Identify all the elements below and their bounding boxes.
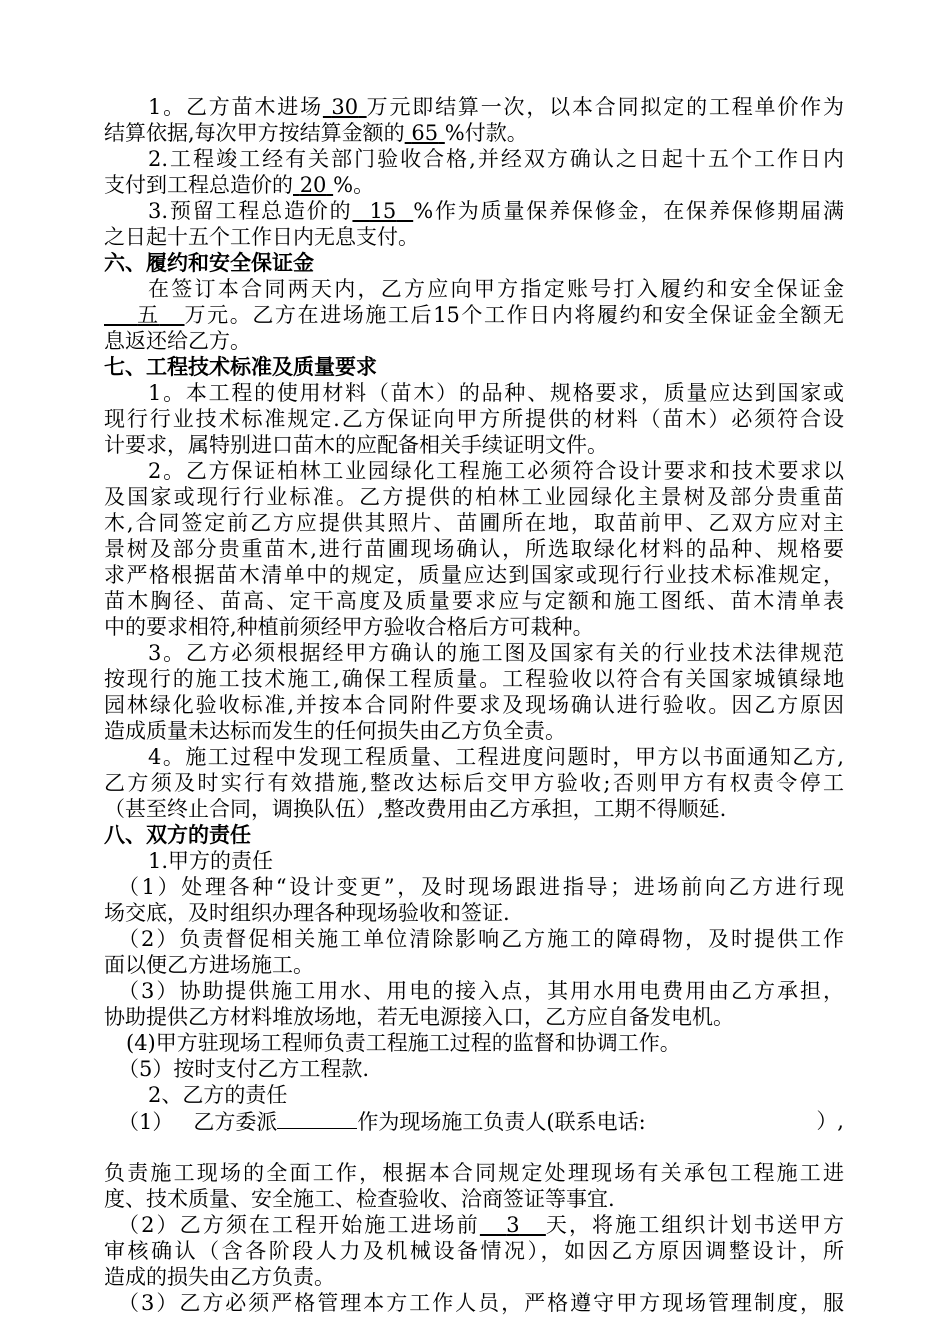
paragraph-line: 负责施工现场的全面工作，根据本合同规定处理现场有关承包工程施工进 [104, 1161, 844, 1185]
paragraph-line: 息返还给乙方。 [104, 329, 251, 353]
paragraph-line: 1。乙方苗木进场 30 万元即结算一次，以本合同拟定的工程单价作为 [148, 95, 844, 119]
paragraph-line: 之日起十五个工作日内无息支付。 [104, 225, 419, 249]
paragraph-line: 2、乙方的责任 [148, 1083, 288, 1107]
paragraph-line: （2）负责督促相关施工单位清除影响乙方施工的障碍物，及时提供工作 [118, 927, 844, 951]
paragraph-line: 造成质量未达标而发生的任何损失由乙方负全责。 [104, 719, 566, 743]
completion-percent: 20 [299, 173, 327, 197]
paragraph-line: 1.甲方的责任 [148, 849, 274, 873]
manager-name-blank [277, 1108, 357, 1129]
settlement-amount: 30 [331, 95, 359, 119]
paragraph-line: （甚至终止合同，调换队伍）,整改费用由乙方承担，工期不得顺延. [104, 797, 727, 821]
section-heading: 八、双方的责任 [104, 823, 251, 847]
paragraph-line: 3。乙方必须根据经甲方确认的施工图及国家有关的行业技术法律规范 [148, 641, 844, 665]
paragraph-line: 审核确认（含各阶段人力及机械设备情况），如因乙方原因调整设计，所 [104, 1239, 844, 1263]
paragraph-line: （1）处理各种“设计变更”，及时现场跟进指导；进场前向乙方进行现 [118, 875, 844, 899]
paragraph-line: 中的要求相符,种植前须经甲方验收合格后方可栽种。 [104, 615, 594, 639]
paragraph-line: 五 万元。乙方在进场施工后15个工作日内将履约和安全保证金全额无 [104, 302, 844, 328]
paragraph-line: （2）乙方须在工程开始施工进场前 3 天，将施工组织计划书送甲方 [118, 1213, 844, 1237]
paragraph-line: 按现行的施工技术施工,确保工程质量。工程验收以符合有关国家城镇绿地 [104, 667, 844, 691]
paragraph-line: 造成的损失由乙方负责。 [104, 1265, 335, 1289]
paragraph-line: 及国家或现行行业标准。乙方提供的柏林工业园绿化主景树及部分贵重苗 [104, 485, 844, 509]
paragraph-line: 度、技术质量、安全施工、检查验收、洽商签证等事宜. [104, 1187, 615, 1211]
paragraph-line: 在签订本合同两天内，乙方应向甲方指定账号打入履约和安全保证金 [148, 277, 844, 301]
paragraph-line: (4)甲方驻现场工程师负责工程施工过程的监督和协调工作。 [126, 1031, 681, 1055]
deposit-amount: 五 [137, 303, 160, 327]
paragraph-line: 3.预留工程总造价的 15 %作为质量保养保修金，在保养保修期届满 [148, 199, 844, 223]
paragraph-line: 场交底，及时组织办理各种现场验收和签证. [104, 901, 510, 925]
paragraph-line: 1。本工程的使用材料（苗木）的品种、规格要求，质量应达到国家或 [148, 381, 844, 405]
paragraph-line: 园林绿化验收标准,并按本合同附件要求及现场确认进行验收。因乙方原因 [104, 693, 844, 717]
paragraph-line: 面以便乙方进场施工。 [104, 953, 314, 977]
days-value: 3 [506, 1213, 520, 1237]
paragraph-line: 4。施工过程中发现工程质量、工程进度问题时，甲方以书面通知乙方, [148, 745, 844, 769]
paragraph-line: （1） 乙方委派 作为现场施工负责人(联系电话: ）, [118, 1109, 844, 1134]
payment-percent: 65 [411, 121, 439, 145]
paragraph-line: 2。乙方保证柏林工业园绿化工程施工必须符合设计要求和技术要求以 [148, 459, 844, 483]
paragraph-line: 2.工程竣工经有关部门验收合格,并经双方确认之日起十五个工作日内 [148, 147, 844, 171]
paragraph-line: （3）乙方必须严格管理本方工作人员，严格遵守甲方现场管理制度，服 [118, 1291, 844, 1315]
paragraph-line: 景树及部分贵重苗木,进行苗圃现场确认，所选取绿化材料的品种、规格要 [104, 537, 844, 561]
paragraph-line: 木,合同签定前乙方应提供其照片、苗圃所在地，取苗前甲、乙双方应对主 [104, 511, 844, 535]
paragraph-line: 求严格根据苗木清单中的规定，质量应达到国家或现行行业技术标准规定， [104, 563, 844, 587]
paragraph-line: 计要求，属特别进口苗木的应配备相关手续证明文件。 [104, 433, 608, 457]
paragraph-line: 协助提供乙方材料堆放场地，若无电源接入口，乙方应自备发电机。 [104, 1005, 734, 1029]
paragraph-line: 乙方须及时实行有效措施,整改达标后交甲方验收;否则甲方有权责令停工 [104, 771, 844, 795]
paragraph-line: 结算依据,每次甲方按结算金额的 65 %付款。 [104, 121, 528, 145]
retention-percent: 15 [369, 199, 397, 223]
paragraph-line: 现行行业技术标准规定.乙方保证向甲方所提供的材料（苗木）必须符合设 [104, 407, 844, 431]
section-heading: 七、工程技术标准及质量要求 [104, 355, 377, 379]
paragraph-line: （3）协助提供施工用水、用电的接入点，其用水用电费用由乙方承担， [118, 979, 844, 1003]
paragraph-line: （5）按时支付乙方工程款. [118, 1057, 370, 1081]
section-heading: 六、履约和安全保证金 [104, 251, 314, 275]
paragraph-line: 支付到工程总造价的 20 %。 [104, 173, 375, 197]
paragraph-line: 苗木胸径、苗高、定干高度及质量要求应与定额和施工图纸、苗木清单表 [104, 589, 844, 613]
